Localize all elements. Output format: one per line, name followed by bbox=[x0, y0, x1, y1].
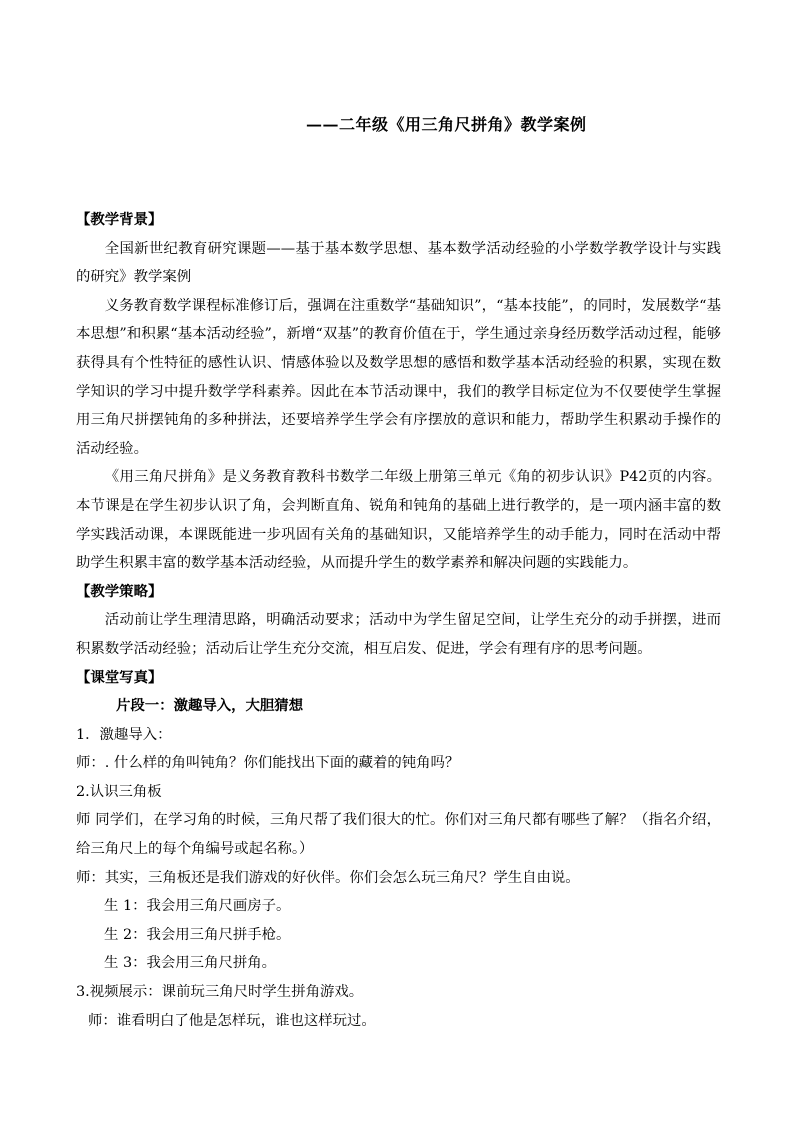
paragraph: 全国新世纪教育研究课题——基于基本数学思想、基本数学活动经验的小学数学教学设计与实践的研究》教学案例 bbox=[76, 240, 721, 286]
section-heading-classroom: 【课堂写真】 bbox=[76, 668, 163, 686]
paragraph: 《用三角尺拼角》是义务教育教科书数学二年级上册第三单元《角的初步认识》P42页的内容。本节课是在学生初步认识了角，会判断直角、锐角和钝角的基础上进行教学的，是一项内涵丰富的数学实践活动课，本课既能进一步巩固有关角的基础知识，又能培养学生的动手能力，同时在活动中帮助学生积累丰富的数学基本活动经验，从而提升学生的数学素养和解决问题的实践能力。 bbox=[76, 469, 721, 572]
list-item: 1．激趣导入： bbox=[76, 726, 172, 743]
student-line: 生 2：我会用三角尺拼手枪。 bbox=[104, 926, 291, 943]
segment-heading: 片段一：激趣导入，大胆猜想 bbox=[116, 697, 304, 715]
section-heading-strategy: 【教学策略】 bbox=[76, 582, 163, 600]
dialogue-line: 师 同学们，在学习角的时候，三角尺帮了我们很大的忙。你们对三角尺都有哪些了解？（指名介绍，给三角尺上的每个角编号或起名称。） bbox=[76, 812, 721, 858]
dialogue-line: 师：其实，三角板还是我们游戏的好伙伴。你们会怎么玩三角尺？学生自由说。 bbox=[76, 869, 580, 886]
list-item: 2.认识三角板 bbox=[76, 783, 162, 800]
section-heading-background: 【教学背景】 bbox=[76, 211, 163, 228]
document-body bbox=[76, 206, 721, 1035]
paragraph: 义务教育数学课程标准修订后，强调在注重数学“基础知识”，“基本技能”，的同时，发展数学“基本思想”和积累“基本活动经验”，新增“双基”的教育价值在于，学生通过亲身经历数学活动过程，能够获得具有个性特征的感性认识、情感体验以及数学思想的感悟和数学基本活动经验的积累，实现在数学知识的学习中提升数学学科素养。因此在本节活动课中，我们的教学目标定位为不仅要使学生掌握用三角尺拼摆钝角的多种拼法，还要培养学生学会有序摆放的意识和能力，帮助学生积累动手操作的活动经验。 bbox=[76, 297, 721, 457]
student-line: 生 1：我会用三角尺画房子。 bbox=[104, 898, 291, 915]
student-line: 生 3：我会用三角尺拼角。 bbox=[104, 955, 277, 972]
dialogue-line: 师：. 什么样的角叫钝角？你们能找出下面的藏着的钝角吗？ bbox=[76, 755, 460, 772]
paragraph: 活动前让学生理清思路，明确活动要求；活动中为学生留足空间，让学生充分的动手拼摆，进而积累数学活动经验；活动后让学生充分交流，相互启发、促进，学会有理有序的思考问题。 bbox=[76, 612, 721, 657]
document-title: ——二年级《用三角尺拼角》教学案例 bbox=[306, 115, 587, 134]
list-item: 3.视频展示：课前玩三角尺时学生拼角游戏。 bbox=[76, 984, 364, 1001]
dialogue-line: 师：谁看明白了他是怎样玩，谁也这样玩过。 bbox=[88, 1012, 376, 1029]
